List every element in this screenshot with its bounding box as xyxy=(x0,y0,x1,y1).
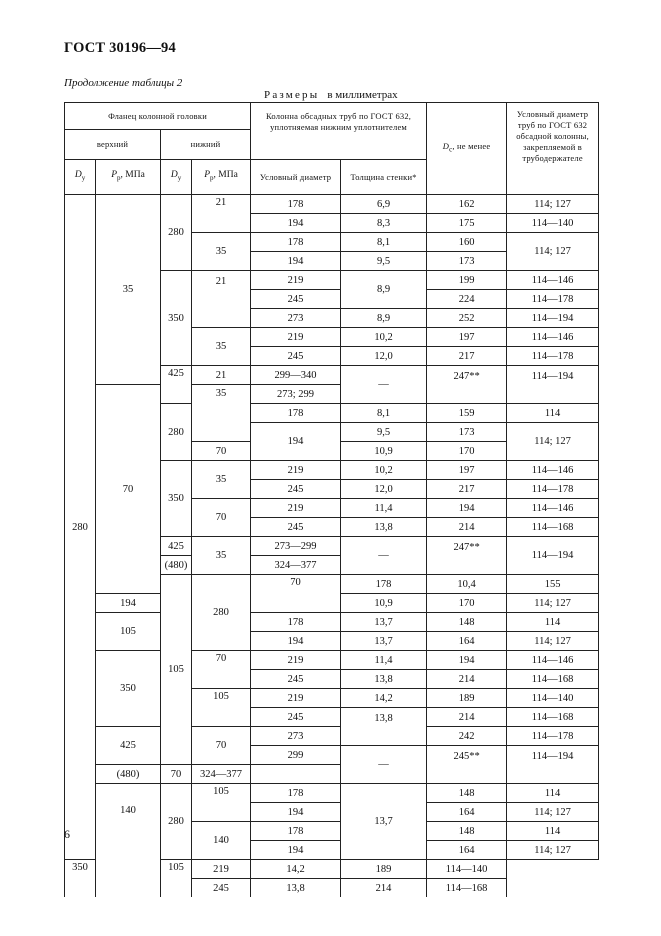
dc-cell: 214 xyxy=(341,879,427,898)
header-hanger: Условный диаметр труб по ГОСТ 632 обсадной колонны, закрепляемой в трубодержателе xyxy=(507,103,599,195)
lower-pressure-cell: 105 xyxy=(192,784,251,822)
units-caption xyxy=(264,89,398,101)
dc-cell: 148 xyxy=(427,822,507,841)
dc-cell: 173 xyxy=(427,423,507,442)
hanger-diameter-cell: 114; 127 xyxy=(507,841,599,860)
dc-cell: 164 xyxy=(427,632,507,651)
hanger-diameter-cell: 114—194 xyxy=(507,309,599,328)
lower-dy-cell: 280 xyxy=(161,195,192,271)
lower-pressure-cell: 70 xyxy=(161,765,192,784)
hanger-diameter-cell: 114—178 xyxy=(507,480,599,499)
casing-diameter-cell: 299—340 xyxy=(251,366,341,385)
upper-pressure-cell: 35 xyxy=(96,195,161,385)
header-dy-sub: y xyxy=(81,173,86,182)
lower-dy-cell: 280 xyxy=(192,575,251,651)
hanger-diameter-cell: 114; 127 xyxy=(507,233,599,271)
lower-dy-cell: 350 xyxy=(96,651,161,727)
lower-pressure-cell: 70 xyxy=(192,651,251,689)
lower-pressure-cell: 21 xyxy=(192,271,251,328)
dc-cell: 164 xyxy=(427,841,507,860)
lower-pressure-cell: 70 xyxy=(251,575,341,613)
casing-diameter-cell: 194 xyxy=(251,632,341,651)
dc-cell: 247** xyxy=(427,537,507,575)
dc-cell: 252 xyxy=(427,309,507,328)
casing-diameter-cell: 178 xyxy=(251,822,341,841)
hanger-diameter-cell: 114—178 xyxy=(507,347,599,366)
units-value: в миллиметрах xyxy=(327,89,398,101)
casing-diameter-cell: 245 xyxy=(251,708,341,727)
wall-thickness-cell: 8,1 xyxy=(341,404,427,423)
table-row xyxy=(65,651,599,670)
casing-diameter-cell: 194 xyxy=(96,594,161,613)
casing-diameter-cell: 219 xyxy=(251,689,341,708)
table-continuation-label: Продолжение таблицы 2 xyxy=(64,77,183,89)
casing-diameter-cell: 219 xyxy=(251,499,341,518)
casing-diameter-cell: 178 xyxy=(251,404,341,423)
lower-pressure-cell: 35 xyxy=(192,461,251,499)
wall-thickness-cell: 13,8 xyxy=(341,708,427,746)
dc-cell: 214 xyxy=(427,670,507,689)
hanger-diameter-cell: 114—146 xyxy=(507,328,599,347)
header-dc-text: , не менее xyxy=(452,141,491,152)
lower-dy-cell: 280 xyxy=(161,784,192,860)
dc-cell: 164 xyxy=(427,803,507,822)
dc-cell: 170 xyxy=(427,442,507,461)
wall-thickness-cell: 8,1 xyxy=(341,233,427,252)
dc-cell: 160 xyxy=(427,233,507,252)
dc-cell: 194 xyxy=(427,499,507,518)
wall-thickness-cell: 13,7 xyxy=(341,784,427,860)
wall-thickness-cell: 12,0 xyxy=(341,347,427,366)
header-lower: нижний xyxy=(161,130,251,160)
header-pp-symbol: P xyxy=(204,170,211,181)
hanger-diameter-cell: 114 xyxy=(507,613,599,632)
casing-diameter-cell: 299 xyxy=(251,746,341,765)
hanger-diameter-cell: 114 xyxy=(507,404,599,423)
lower-pressure-cell: 140 xyxy=(192,822,251,860)
lower-pressure-cell: 35 xyxy=(192,537,251,575)
wall-thickness-cell: 8,3 xyxy=(341,214,427,233)
casing-diameter-cell: 219 xyxy=(251,271,341,290)
dc-cell: 155 xyxy=(507,575,599,594)
hanger-diameter-cell: 114; 127 xyxy=(507,632,599,651)
wall-thickness-cell: 10,9 xyxy=(341,442,427,461)
hanger-diameter-cell: 114 xyxy=(507,822,599,841)
wall-thickness-cell: 6,9 xyxy=(341,195,427,214)
casing-diameter-cell: 273; 299 xyxy=(251,385,341,404)
dc-cell: 247** xyxy=(427,366,507,404)
header-pp-upper xyxy=(96,160,161,195)
lower-pressure-cell: 70 xyxy=(192,499,251,537)
hanger-diameter-cell: 114—146 xyxy=(507,461,599,480)
dc-cell: 148 xyxy=(427,784,507,803)
document-title: ГОСТ 30196—94 xyxy=(64,40,176,56)
casing-diameter-cell: 194 xyxy=(251,423,341,461)
lower-pressure-cell: 35 xyxy=(192,328,251,366)
casing-diameter-cell: 194 xyxy=(251,214,341,233)
casing-diameter-cell: 194 xyxy=(251,803,341,822)
dc-cell: 242 xyxy=(427,727,507,746)
lower-pressure-cell: 105 xyxy=(192,689,251,727)
hanger-diameter-cell: 114—194 xyxy=(507,537,599,575)
casing-diameter-cell: 219 xyxy=(192,860,251,879)
table-row xyxy=(65,727,599,746)
upper-dy-cell: 280 xyxy=(65,195,96,860)
wall-thickness-cell: 10,2 xyxy=(341,328,427,347)
table-row xyxy=(65,195,599,214)
upper-pressure-cell: 70 xyxy=(96,385,161,594)
casing-diameter-cell: 194 xyxy=(251,841,341,860)
dc-cell: 199 xyxy=(427,271,507,290)
header-dy-sub: y xyxy=(177,173,182,182)
dc-cell: 197 xyxy=(427,328,507,347)
casing-diameter-cell: 194 xyxy=(251,252,341,271)
header-upper: верхний xyxy=(65,130,161,160)
header-dc-sub: c xyxy=(449,145,453,154)
hanger-diameter-cell: 114—168 xyxy=(507,670,599,689)
wall-thickness-cell: 13,8 xyxy=(251,879,341,898)
header-dy-upper xyxy=(65,160,96,195)
lower-pressure-cell: 21 xyxy=(192,366,251,385)
lower-dy-cell: 425 xyxy=(161,366,192,404)
header-pp-sub: p xyxy=(117,173,121,182)
casing-diameter-cell: 245 xyxy=(251,290,341,309)
header-wall: Толщина стенки* xyxy=(341,160,427,195)
dc-cell: 224 xyxy=(427,290,507,309)
dc-cell: 189 xyxy=(341,860,427,879)
dc-cell: 194 xyxy=(427,651,507,670)
header-cond-diam: Условный диаметр xyxy=(251,160,341,195)
wall-thickness-cell: 11,4 xyxy=(341,499,427,518)
casing-diameter-cell: 178 xyxy=(251,233,341,252)
casing-diameter-cell: 219 xyxy=(251,651,341,670)
dimensions-table xyxy=(64,102,599,897)
header-flange: Фланец колонной головки xyxy=(65,103,251,130)
casing-diameter-cell: 245 xyxy=(251,347,341,366)
dc-cell: 170 xyxy=(427,594,507,613)
hanger-diameter-cell: 114—168 xyxy=(507,708,599,727)
lower-pressure-cell: 105 xyxy=(96,613,161,651)
hanger-diameter-cell: 114—178 xyxy=(507,727,599,746)
casing-diameter-cell: 324—377 xyxy=(251,556,341,575)
lower-dy-cell: 350 xyxy=(161,271,192,366)
hanger-diameter-cell: 114—140 xyxy=(507,689,599,708)
lower-dy-cell: (480) xyxy=(96,765,161,784)
casing-diameter-cell: 245 xyxy=(251,480,341,499)
casing-diameter-cell: 178 xyxy=(251,784,341,803)
wall-thickness-cell: 13,8 xyxy=(341,518,427,537)
wall-thickness-cell: — xyxy=(341,537,427,575)
casing-diameter-cell: 245 xyxy=(251,518,341,537)
hanger-diameter-cell: 114—194 xyxy=(507,746,599,784)
wall-thickness-cell: 12,0 xyxy=(341,480,427,499)
dc-cell: 245** xyxy=(427,746,507,784)
hanger-diameter-cell: 114; 127 xyxy=(507,195,599,214)
casing-diameter-cell: 178 xyxy=(341,575,427,594)
hanger-diameter-cell: 114—146 xyxy=(507,651,599,670)
lower-dy-cell: 350 xyxy=(65,860,96,898)
page-number: 6 xyxy=(64,827,70,841)
hanger-diameter-cell: 114; 127 xyxy=(507,423,599,461)
wall-thickness-cell: 9,5 xyxy=(341,252,427,271)
lower-pressure-cell: 21 xyxy=(192,195,251,233)
header-pp-symbol: P xyxy=(111,170,118,181)
lower-dy-cell: 350 xyxy=(161,461,192,537)
header-dc-symbol: D xyxy=(442,141,450,152)
wall-thickness-cell: 9,5 xyxy=(341,423,427,442)
header-dc xyxy=(427,103,507,195)
dc-cell: 197 xyxy=(427,461,507,480)
wall-thickness-cell: — xyxy=(341,366,427,404)
casing-diameter-cell: 178 xyxy=(251,613,341,632)
header-casing: Колонна обсадных труб по ГОСТ 632, уплотняемая нижним уплотнителем xyxy=(251,103,427,160)
hanger-diameter-cell: 114—140 xyxy=(507,214,599,233)
casing-diameter-cell: 324—377 xyxy=(192,765,251,784)
lower-dy-cell: 425 xyxy=(96,727,161,765)
header-dy-symbol: D xyxy=(74,170,82,181)
hanger-diameter-cell: 114—168 xyxy=(507,518,599,537)
wall-thickness-cell: 11,4 xyxy=(341,651,427,670)
wall-thickness-cell: 13,7 xyxy=(341,613,427,632)
wall-thickness-cell: 10,9 xyxy=(341,594,427,613)
casing-diameter-cell: 245 xyxy=(192,879,251,898)
units-label: Размеры xyxy=(264,89,320,101)
dc-cell: 217 xyxy=(427,480,507,499)
hanger-diameter-cell: 114—178 xyxy=(507,290,599,309)
wall-thickness-cell: 8,9 xyxy=(341,271,427,309)
wall-thickness-cell: — xyxy=(341,746,427,784)
dc-cell: 159 xyxy=(427,404,507,423)
upper-pressure-cell: 105 xyxy=(161,575,192,765)
wall-thickness-cell: 14,2 xyxy=(341,689,427,708)
upper-pressure-cell: 140 xyxy=(96,784,161,898)
casing-diameter-cell: 219 xyxy=(251,328,341,347)
casing-diameter-cell: 178 xyxy=(251,195,341,214)
hanger-diameter-cell: 114—146 xyxy=(507,271,599,290)
dc-cell: 214 xyxy=(427,518,507,537)
dc-cell: 173 xyxy=(427,252,507,271)
hanger-diameter-cell: 114—140 xyxy=(427,860,507,879)
casing-diameter-cell: 219 xyxy=(251,461,341,480)
dc-cell: 162 xyxy=(427,195,507,214)
lower-pressure-cell: 35 xyxy=(192,233,251,271)
table-header-row xyxy=(65,103,599,130)
wall-thickness-cell: 8,9 xyxy=(341,309,427,328)
wall-thickness-cell: 13,7 xyxy=(341,632,427,651)
hanger-diameter-cell: 114 xyxy=(507,784,599,803)
header-dy-lower xyxy=(161,160,192,195)
dc-cell: 217 xyxy=(427,347,507,366)
lower-dy-cell: 425 xyxy=(161,537,192,556)
hanger-diameter-cell: 114; 127 xyxy=(507,594,599,613)
lower-pressure-cell: 105 xyxy=(161,860,192,898)
dc-cell: 148 xyxy=(427,613,507,632)
header-dy-symbol: D xyxy=(170,170,178,181)
wall-thickness-cell: 10,2 xyxy=(341,461,427,480)
lower-pressure-cell: 70 xyxy=(192,727,251,765)
dc-cell: 175 xyxy=(427,214,507,233)
hanger-diameter-cell: 114—194 xyxy=(507,366,599,404)
casing-diameter-cell: 273 xyxy=(251,727,341,746)
header-pp-lower xyxy=(192,160,251,195)
wall-thickness-cell: 10,4 xyxy=(427,575,507,594)
dc-cell: 189 xyxy=(427,689,507,708)
table-row xyxy=(65,613,599,632)
hanger-diameter-cell: 114—168 xyxy=(427,879,507,898)
hanger-diameter-cell: 114; 127 xyxy=(507,803,599,822)
lower-dy-cell: (480) xyxy=(161,556,192,575)
hanger-diameter-cell: 114—146 xyxy=(507,499,599,518)
header-pp-unit: , МПа xyxy=(213,170,238,181)
header-pp-unit: , МПа xyxy=(120,170,145,181)
wall-thickness-cell: 14,2 xyxy=(251,860,341,879)
wall-thickness-cell: 13,8 xyxy=(341,670,427,689)
lower-pressure-cell: 70 xyxy=(192,442,251,461)
casing-diameter-cell: 245 xyxy=(251,670,341,689)
dc-cell: 214 xyxy=(427,708,507,727)
casing-diameter-cell: 273 xyxy=(251,309,341,328)
header-pp-sub: p xyxy=(210,173,214,182)
lower-pressure-cell: 35 xyxy=(192,385,251,442)
lower-dy-cell: 280 xyxy=(161,404,192,461)
casing-diameter-cell: 273—299 xyxy=(251,537,341,556)
table-row xyxy=(65,784,599,803)
